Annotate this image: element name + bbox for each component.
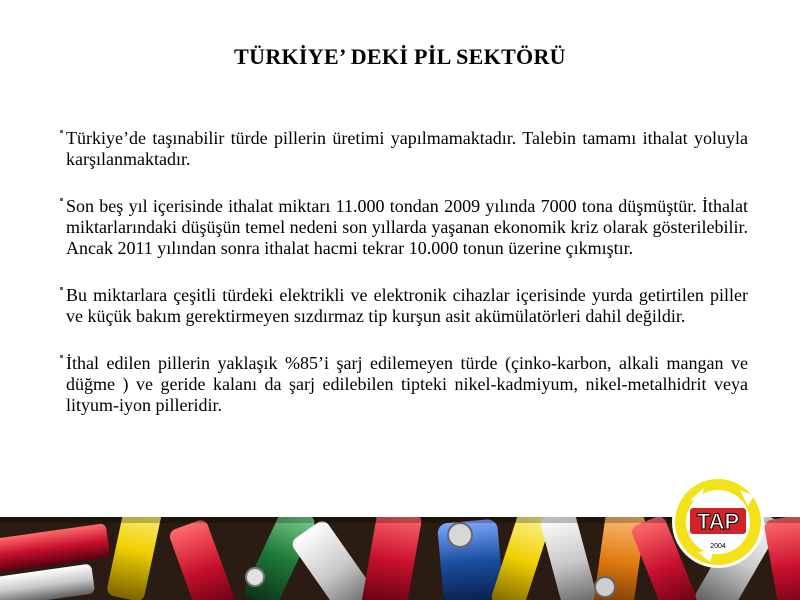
slide-title: TÜRKİYE’ DEKİ PİL SEKTÖRÜ: [234, 44, 566, 69]
bullet-item: [60, 285, 748, 327]
bullet-icon: [60, 198, 63, 201]
bullet-icon: [60, 355, 63, 358]
bullet-text: İthal edilen pillerin yaklaşık %85’i şarj edilemeyen türde (çinko-karbon, alkali mangan ve düğme ) ve geride kalanı da şarj edilebilen tipteki nikel-kadmiyum, nikel-metalhidrit veya lityum-iyon pilleridir.: [66, 353, 748, 415]
bullet-icon: [60, 287, 63, 290]
tap-logo: [670, 466, 766, 576]
logo-text: TAP: [696, 509, 740, 534]
bullet-item: [60, 353, 748, 416]
bullet-item: [60, 196, 748, 259]
bullet-item: [60, 128, 748, 170]
bullet-text: Türkiye’de taşınabilir türde pillerin üretimi yapılmamaktadır. Talebin tamamı ithalat yoluyla karşılanmaktadır.: [66, 128, 748, 169]
logo-year: 2004: [710, 543, 726, 550]
tap-logo-icon: [670, 466, 766, 576]
bullet-text: Bu miktarlara çeşitli türdeki elektrikli ve elektronik cihazlar içerisinde yurda getirtilen piller ve küçük bakım gerektirmeyen sızdırmaz tip kurşun asit akümülatörleri dahil değildir.: [66, 285, 748, 326]
bullet-text: Son beş yıl içerisinde ithalat miktarı 11.000 tondan 2009 yılında 7000 tona düşmüştür. İthalat miktarlarındaki düşüşün temel nedeni son yıllarda yaşanan ekonomik kriz olarak gösterilebilir. Ancak 2011 yılından sonra ithalat hacmi tekrar 10.000 tonun üzerine çıkmıştır.: [66, 196, 748, 258]
bullet-list: [60, 128, 748, 442]
bullet-icon: [60, 130, 63, 133]
